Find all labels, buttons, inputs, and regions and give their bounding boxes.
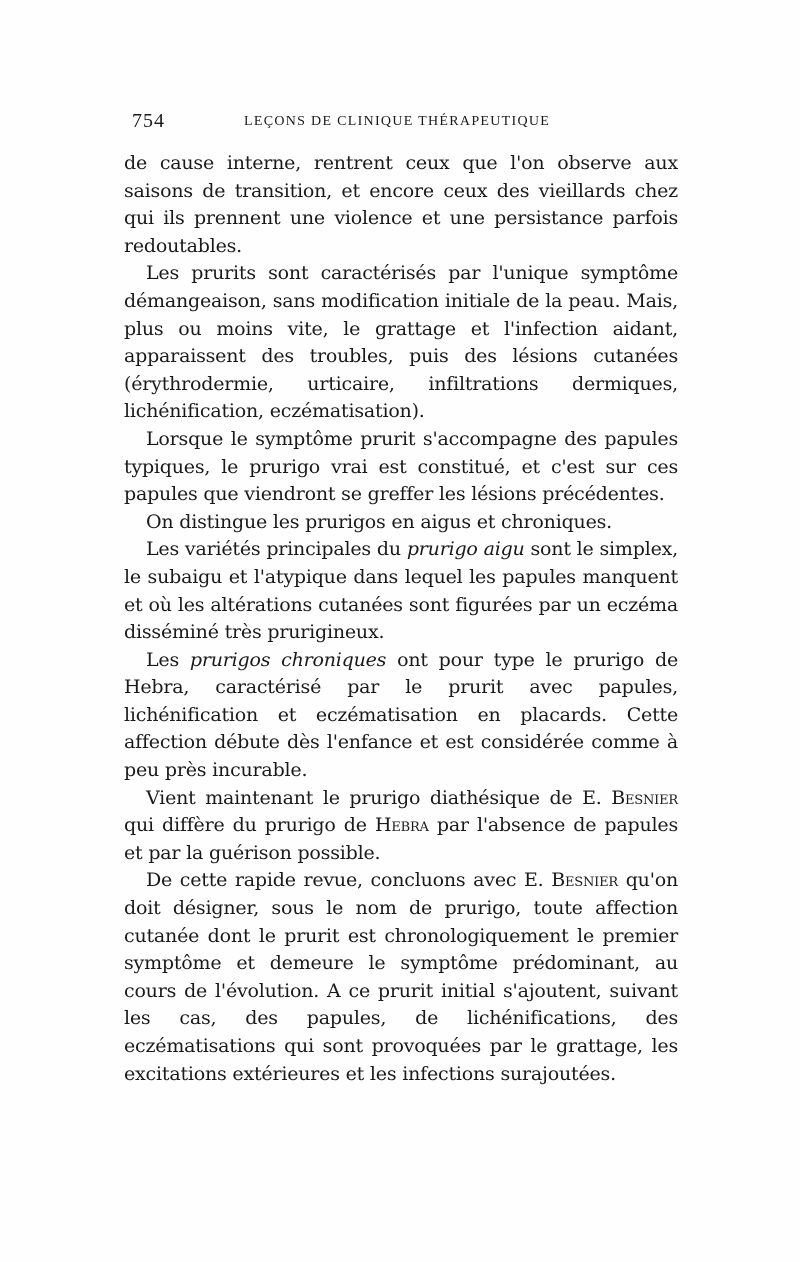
paragraph-2: Les prurits sont caractérisés par l'unique symptôme démangeaison, sans modification initiale de la peau. Mais, plus ou moins vite, le grattage et l'infection aidant, apparaissent des troubles, puis des lésions cutanées (érythrodermie, urticaire, infiltrations dermiques, lichénification, eczématisation). bbox=[124, 262, 678, 423]
paragraph-4: On distingue les prurigos en aigus et chroniques. bbox=[146, 510, 612, 533]
body-text bbox=[124, 150, 678, 1088]
author-name-besnier: Besnier bbox=[611, 786, 678, 809]
paragraph-8-text-a: De cette rapide revue, concluons avec E. bbox=[146, 869, 552, 892]
page-header bbox=[126, 110, 686, 134]
paragraph-7-text-c: par l'absence de papules et par la guérison possible. bbox=[124, 814, 678, 864]
paragraph-7-text-b: qui diffère du prurigo de bbox=[124, 814, 375, 837]
paragraph-1: de cause interne, rentrent ceux que l'on observe aux saisons de transition, et encore ceux des vieillards chez qui ils prennent une violence et une persistance parfois redoutables. bbox=[124, 152, 678, 257]
paragraph-5-italic: prurigo aigu bbox=[406, 538, 525, 561]
paragraph-6 bbox=[124, 647, 678, 785]
paragraph-8 bbox=[124, 867, 678, 1088]
paragraph-7 bbox=[124, 785, 678, 868]
paragraph-3: Lorsque le symptôme prurit s'accompagne des papules typiques, le prurigo vrai est constitué, et c'est sur ces papules que viendront se greffer les lésions précédentes. bbox=[124, 427, 678, 506]
paragraph-5-text-b: sont le simplex, le subaigu et l'atypique dans lequel les papules manquent et où les altérations cutanées sont figurées par un eczéma disséminé très prurigineux. bbox=[124, 538, 678, 644]
paragraph-5-text-a: Les variétés principales du bbox=[146, 538, 407, 561]
paragraph-7-text-a: Vient maintenant le prurigo diathésique de E. bbox=[146, 786, 612, 809]
paragraph-6-italic: prurigos chroniques bbox=[189, 648, 387, 671]
paragraph-5 bbox=[124, 536, 678, 646]
paragraph-6-text-a: Les bbox=[146, 648, 190, 671]
page-number: 754 bbox=[132, 110, 165, 132]
running-title: LEÇONS DE CLINIQUE THÉRAPEUTIQUE bbox=[244, 114, 551, 129]
author-name-hebra: Hebra bbox=[374, 814, 429, 837]
paragraph-8-text-b: qu'on doit désigner, sous le nom de prurigo, toute affection cutanée dont le prurit est chronologiquement le premier symptôme et demeure le symptôme prédominant, au cours de l'évolution. A ce prurit initial s'ajoutent, suivant les cas, des papules, de lichénifications, des eczématisations qui sont provoquées par le grattage, les excitations extérieures et les infections surajoutées. bbox=[124, 869, 678, 1085]
author-name-besnier-2: Besnier bbox=[551, 869, 618, 892]
paragraph-6-text-b: ont pour type le prurigo de Hebra, caractérisé par le prurit avec papules, lichénification et eczématisation en placards. Cette affection débute dès l'enfance et est considérée comme à peu près incurable. bbox=[124, 648, 678, 782]
